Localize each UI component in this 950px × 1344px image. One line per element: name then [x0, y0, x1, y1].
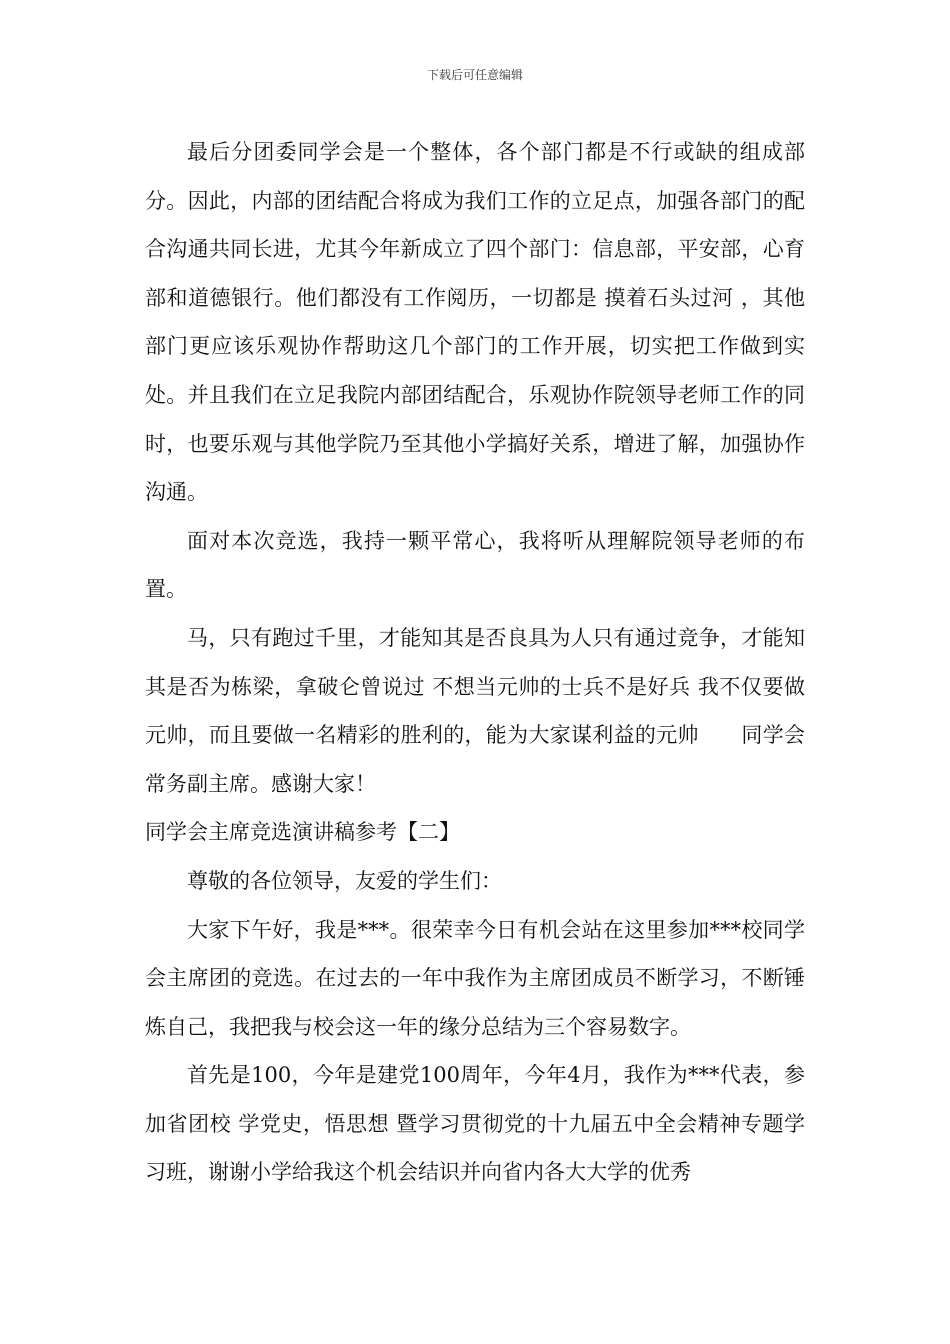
salutation: 尊敬的各位领导，友爱的学生们： [187, 868, 502, 893]
paragraph-1: 最后分团委同学会是一个整体，各个部门都是不行或缺的组成部分。因此，内部的团结配合将成为我们工作的立足点，加强各部门的配合沟通共同长进，尤其今年新成立了四个部门：信息部，平安部，心育部和道德银行。他们都没有工作阅历，一切都是 摸着石头过河 ，其他部门更应该乐观协作帮助这几个部门的工作开展，切实把工作做到实处。并且我们在立足我院内部团结配合，乐观协作院领导老师工作的同时，也要乐观与其他学院乃至其他小学搞好关系，增进了解，加强协作沟通。 [145, 140, 805, 505]
section-heading: 同学会主席竞选演讲稿参考【二】 [145, 820, 460, 845]
page-header-note: 下载后可任意编辑 [426, 68, 523, 82]
paragraph-4: 大家下午好，我是***。很荣幸今日有机会站在这里参加***校同学会主席团的竞选。在过去的一年中我作为主席团成员不断学习，不断锤炼自己，我把我与校会这一年的缘分总结为三个容易数字。 [145, 917, 805, 1039]
paragraph-3: 马，只有跑过千里，才能知其是否良具为人只有通过竞争，才能知其是否为栋梁，拿破仑曾说过 不想当元帅的士兵不是好兵 我不仅要做元帅，而且要做一名精彩的胜利的，能为大家谋利益的元帅 同学会常务副主席。感谢大家！ [145, 625, 805, 796]
paragraph-5: 首先是100，今年是建党100周年，今年4月，我作为***代表，参加省团校 学党史，悟思想 暨学习贯彻党的十九届五中全会精神专题学习班，谢谢小学给我这个机会结识并向省内各大大学的优秀 [145, 1063, 805, 1185]
document-body [145, 128, 805, 1197]
paragraph-2: 面对本次竞选，我持一颗平常心，我将听从理解院领导老师的布置。 [145, 528, 805, 602]
